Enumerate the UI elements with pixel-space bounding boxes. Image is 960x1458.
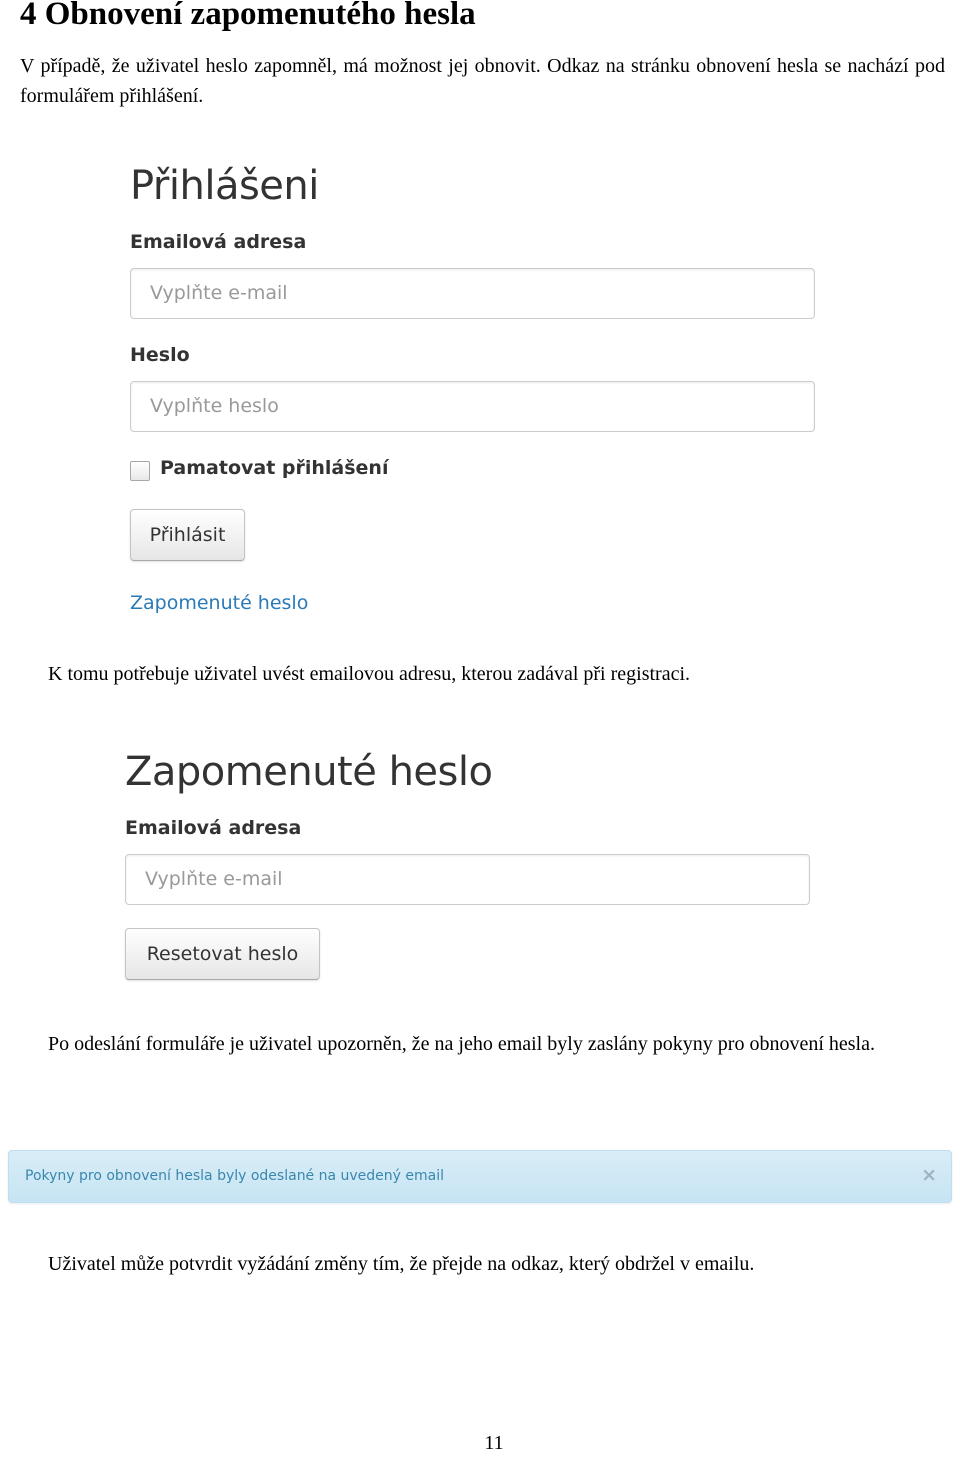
- login-password-input[interactable]: Vyplňte heslo: [130, 381, 815, 432]
- section-heading: 4 Obnovení zapomenutého hesla: [20, 0, 476, 32]
- close-icon[interactable]: ×: [921, 1164, 937, 1186]
- notification-paragraph: Po odeslání formuláře je uživatel upozorněn, že na jeho email byly zaslány pokyny pro obnovení hesla.: [48, 1033, 875, 1055]
- email-requirement-paragraph: K tomu potřebuje uživatel uvést emailovou adresu, kterou zadával při registraci.: [48, 663, 691, 685]
- info-alert: [8, 1150, 952, 1203]
- reset-title: Zapomenuté heslo: [125, 749, 493, 795]
- reset-email-label: Emailová adresa: [125, 817, 302, 839]
- reset-password-button[interactable]: Resetovat heslo: [125, 928, 320, 980]
- page-number: 11: [484, 1432, 504, 1454]
- login-button[interactable]: Přihlásit: [130, 509, 245, 561]
- forgot-password-link[interactable]: Zapomenuté heslo: [130, 592, 309, 614]
- login-email-input[interactable]: Vyplňte e-mail: [130, 268, 815, 319]
- login-password-label: Heslo: [130, 344, 190, 366]
- reset-email-input[interactable]: Vyplňte e-mail: [125, 854, 810, 905]
- alert-message: Pokyny pro obnovení hesla byly odeslané na uvedený email: [25, 1168, 445, 1184]
- remember-checkbox[interactable]: [130, 461, 150, 481]
- remember-label: Pamatovat přihlášení: [160, 457, 389, 479]
- login-title: Přihlášeni: [130, 163, 319, 209]
- login-email-label: Emailová adresa: [130, 231, 307, 253]
- intro-paragraph: V případě, že uživatel heslo zapomněl, má možnost jej obnovit. Odkaz na stránku obnovení hesla se nachází pod formulářem přihlášení.: [20, 55, 945, 107]
- confirmation-paragraph: Uživatel může potvrdit vyžádání změny tím, že přejde na odkaz, který obdržel v emailu.: [48, 1253, 755, 1275]
